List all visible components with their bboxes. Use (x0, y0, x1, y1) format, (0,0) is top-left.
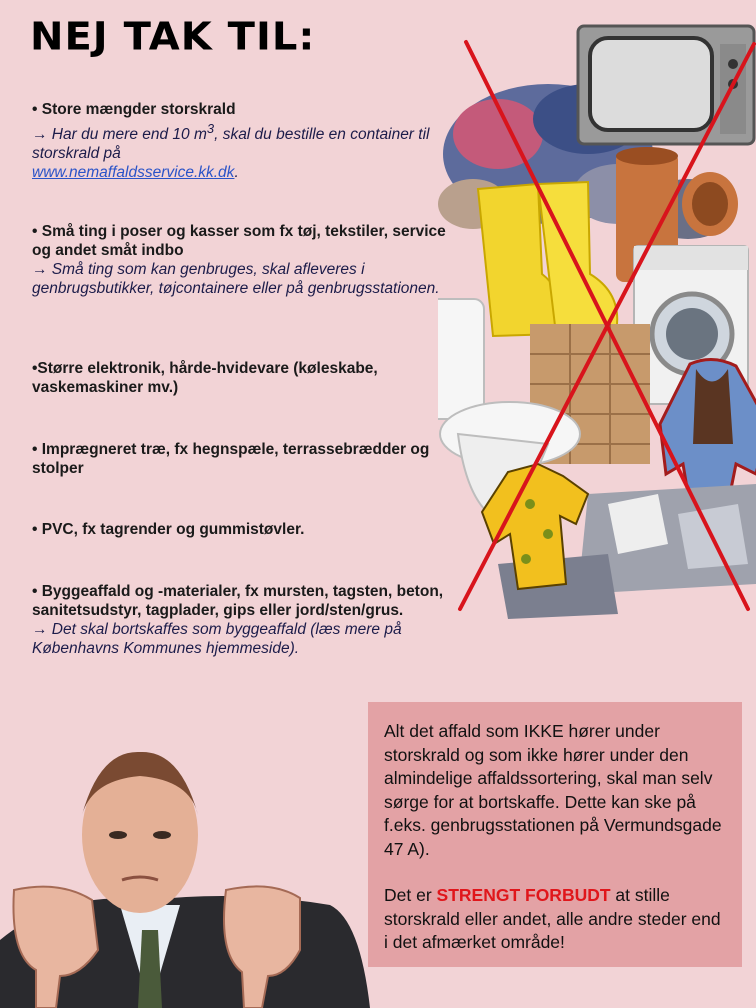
item-heading: • Imprægneret træ, fx hegnspæle, terrassebrædder og stolper (32, 441, 430, 477)
head-icon (82, 752, 198, 913)
info-box (368, 702, 742, 967)
list-item-electronics (32, 359, 452, 397)
item-note-text: → Har du mere end 10 m (32, 126, 207, 144)
item-heading: • Små ting i poser og kasser som fx tøj, tekstiler, service og andet småt indbo (32, 223, 446, 259)
item-heading: •Større elektronik, hårde-hvidevare (køleskabe, vaskemaskiner mv.) (32, 360, 378, 396)
list-item-impregnated-wood (32, 440, 452, 478)
item-heading: • Store mængder storskrald (32, 101, 236, 118)
item-note (32, 119, 452, 182)
item-note: → Det skal bortskaffes som byggeaffald (læs mere på Københavns Kommunes hjemmeside). (32, 621, 402, 657)
info-text-2: at stille storskrald eller andet, alle andre steder end i det afmærket område! (384, 885, 721, 952)
list-item-bulky-waste (32, 100, 452, 182)
info-paragraph-2 (384, 884, 728, 955)
tv-icon (578, 26, 754, 144)
list-item-pvc (32, 520, 304, 539)
item-heading: • PVC, fx tagrender og gummistøvler. (32, 521, 305, 538)
item-note: → Små ting som kan genbruges, skal afleveres i genbrugsbutikker, tøjcontainere eller på genbrugsstationen. (32, 261, 440, 297)
strictly-forbidden-highlight: STRENGT FORBUDT (436, 885, 611, 905)
page-title: NEJ TAK TIL: (30, 15, 316, 59)
nemaffaldsservice-link[interactable]: www.nemaffaldsservice.kk.dk (32, 164, 235, 182)
thumbs-down-person-image (0, 740, 380, 1008)
info-text: Det er (384, 885, 437, 905)
list-item-small-items (32, 222, 452, 298)
item-note-period: . (234, 164, 239, 182)
item-note-sup: 3 (206, 121, 215, 136)
item-heading: • Byggeaffald og -materialer, fx mursten, tagsten, beton, sanitetsudstyr, tagplader, gips eller jord/sten/grus. (32, 583, 444, 619)
info-paragraph-1: Alt det affald som IKKE hører under storskrald og som ikke hører under den almindelige affaldssortering, skal man selv sørge for at bortskaffe. Dette kan ske på f.eks. genbrugsstationen på Vermundsgade 47 A). (384, 721, 722, 859)
waste-collage-image (438, 24, 756, 624)
list-item-construction-waste (32, 582, 452, 658)
item-note-text-2: , skal du bestille en container til storskrald på (32, 126, 430, 163)
